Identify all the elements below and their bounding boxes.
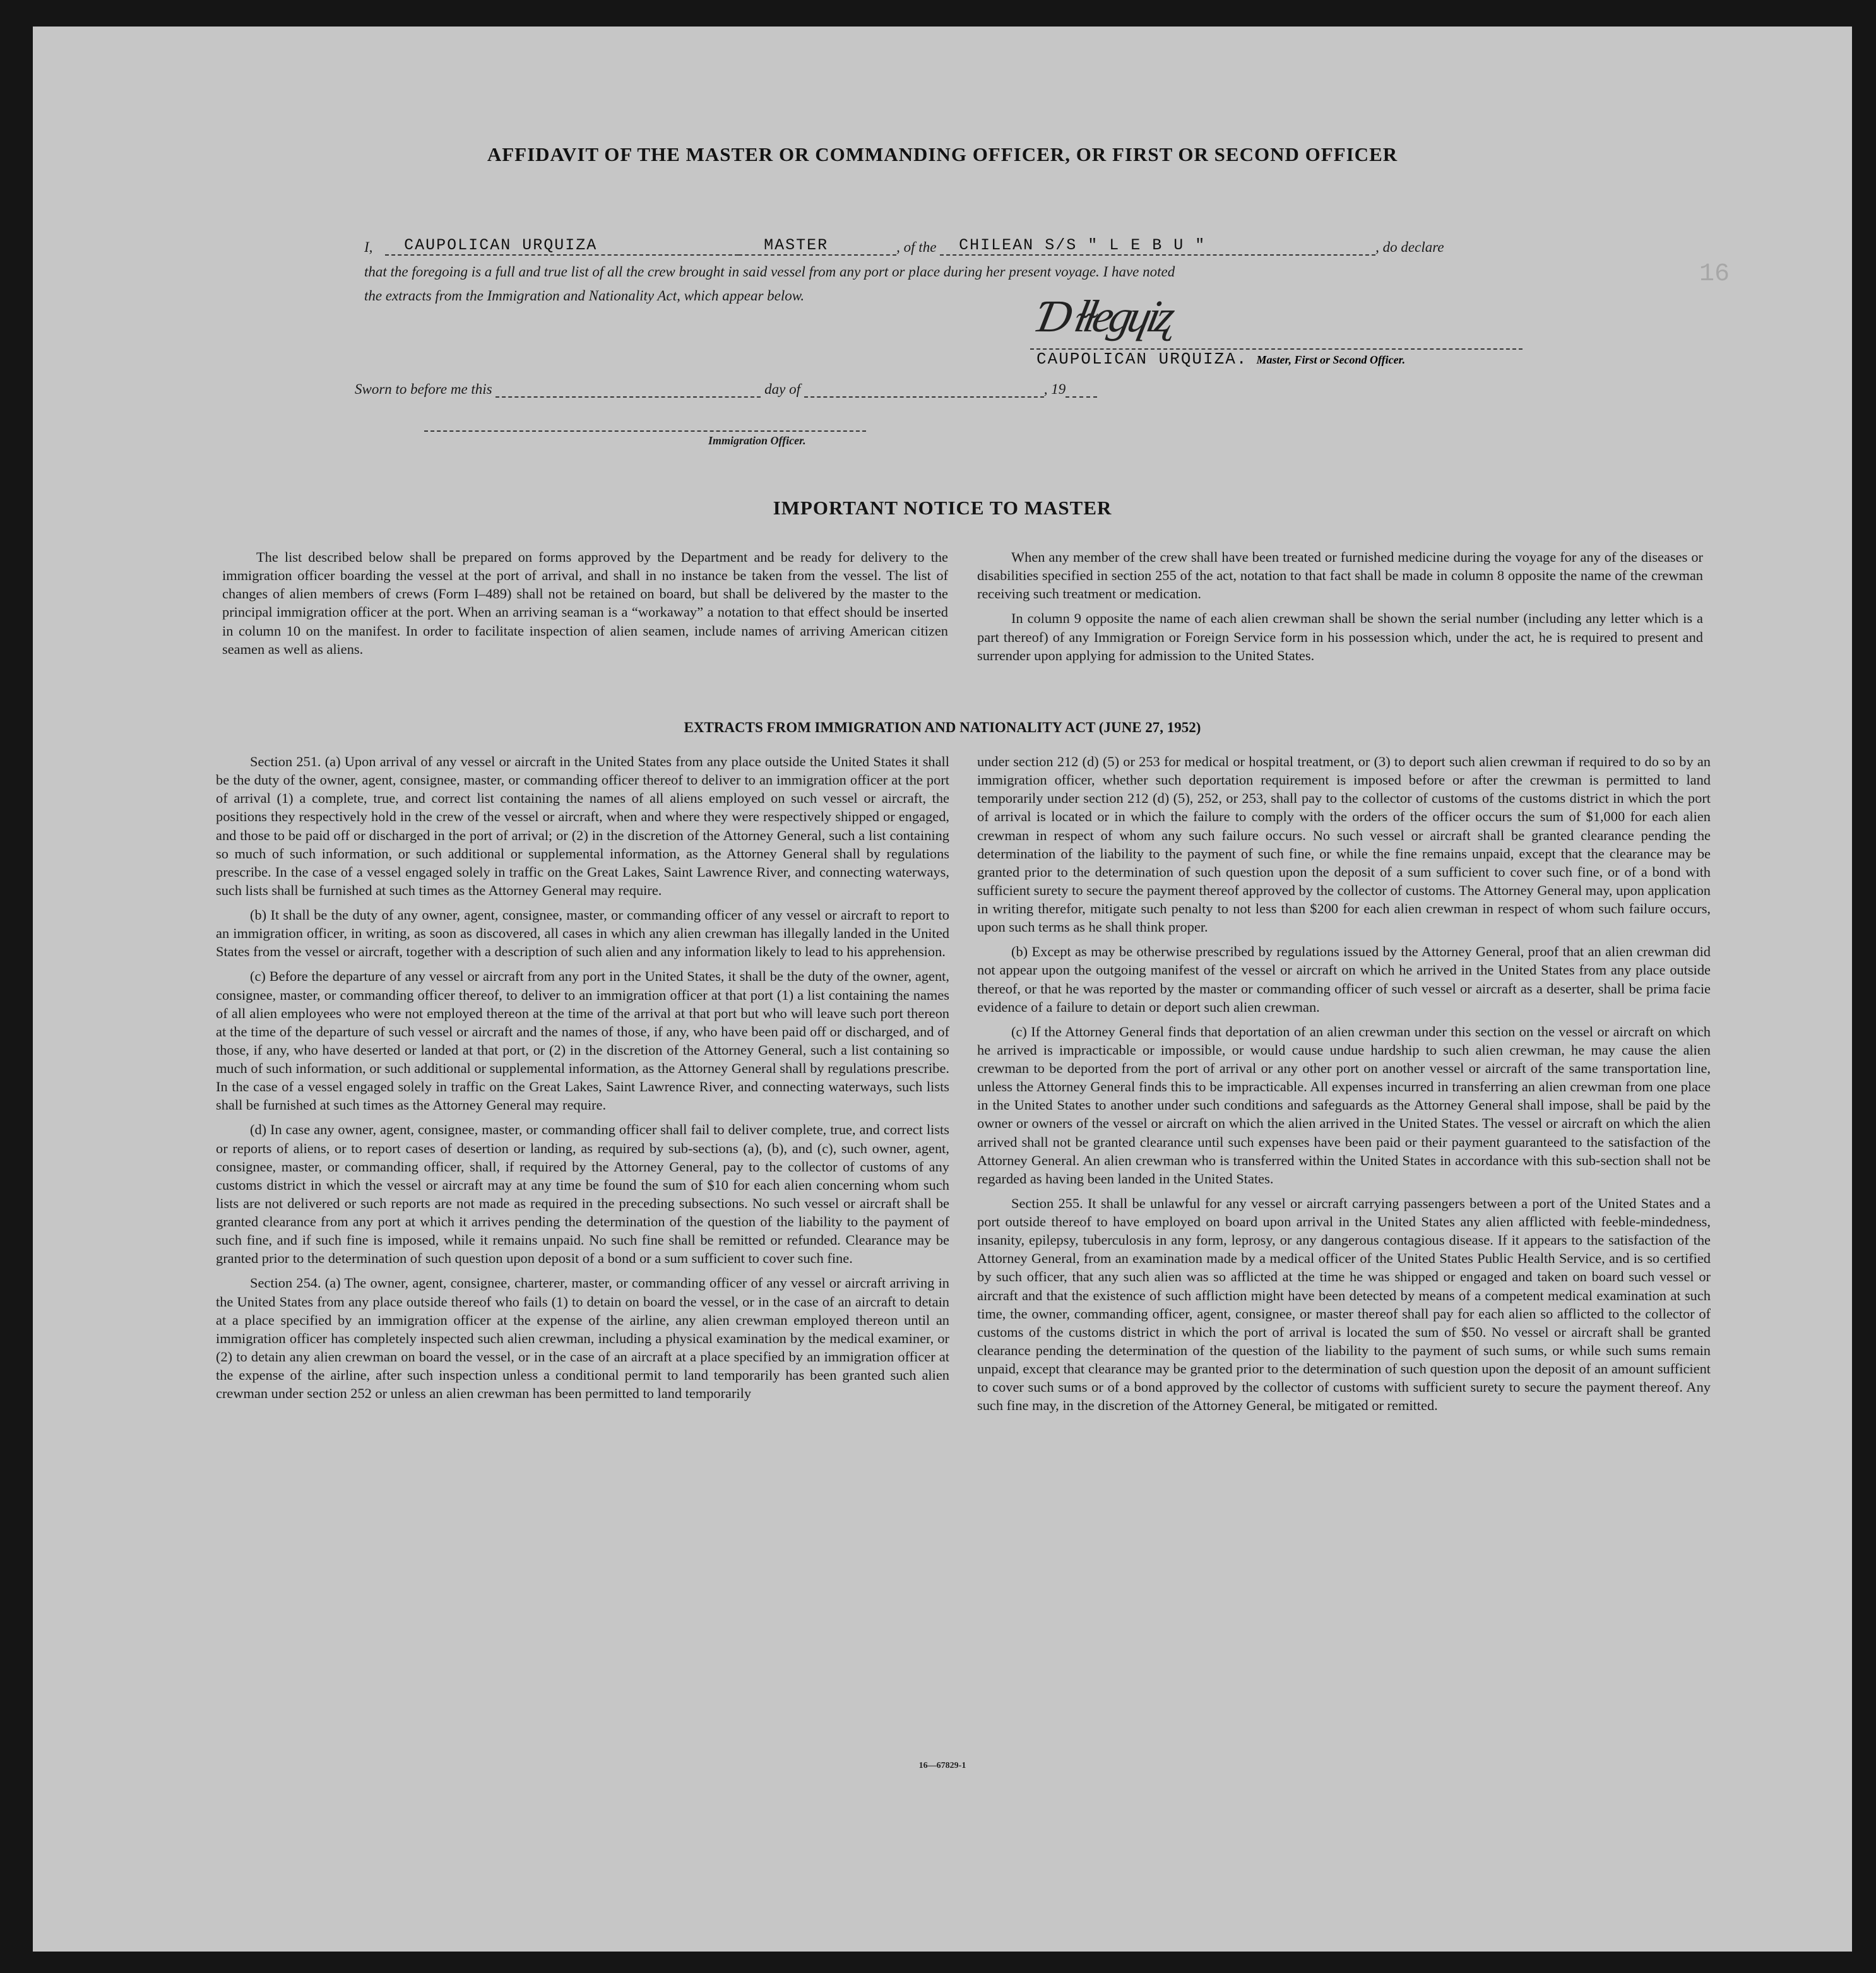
statute-paragraph: Section 255. It shall be unlawful for any vessel or aircraft carrying passengers between a port of the United States and a port outside thereof to have employed on board upon arrival in the United States any alien afflicted with feeble-mindedness, insanity, epilepsy, tuberculosis in any form, leprosy, or any dangerous contagious disease. If it appears to the satisfaction of the Attorney General, from an examination made by a medical officer of the United States Public Health Service, and is so certified by such officer, that any such alien was so afflicted at the time he was shipped or engaged and taken on board such vessel or aircraft and that the existence of such affliction might have been detected by means of a competent medical examination at such time, the owner, commanding officer, agent, consignee, or master thereof shall pay for each alien so afflicted to the collector of customs of the customs district in which the port of arrival is located the sum of $50. No vessel or aircraft shall be granted clearance pending the determination of the question of the liability to the payment of such sums, or while such sums remain unpaid, except that clearance may be granted prior to the determination of such question upon the deposit of an amount sufficient to cover such sums or of a bond approved by the collector of customs with sufficient surety to secure the payment thereof. Any such fine may, in the discretion of the Attorney General, be mitigated or remitted. [977, 1195, 1711, 1414]
bleed-through-text: 16 [1699, 260, 1730, 288]
sworn-month-field [804, 396, 1044, 398]
notice-title: IMPORTANT NOTICE TO MASTER [773, 497, 1112, 519]
master-name-field [385, 236, 739, 256]
notice-paragraph: When any member of the crew shall have been treated or furnished medicine during the voyage for any of the diseases or disabilities specified in section 255 of the act, notation to that fact shall be made in column 8 opposite the name of the crewman receiving such treatment or medication. [977, 549, 1703, 602]
signer-caption: Master, First or Second Officer. [1256, 353, 1406, 366]
sworn-line: Sworn to before me this day of , 19 [355, 381, 1554, 398]
statute-paragraph: (c) If the Attorney General finds that deportation of an alien crewman under this section on the vessel or aircraft on which he arrived is impracticable or impossible, or would cause undue hardship to such alien crewman, he may cause the alien crewman to be deported from the port of arrival or any other port on another vessel or aircraft of the same transportation line, unless the Attorney General finds this to be impracticable. All expenses incurred in transferring an alien crewman from one place in the United States to another under such conditions and safeguards as the Attorney General shall impose, shall be paid by the owner or owners of the vessel or aircraft on which the alien arrived in the United States. The vessel or aircraft on which the alien arrived shall not be granted clearance until such expenses have been paid or their payment guaranteed to the satisfaction of the Attorney General. An alien crewman who is transferred within the United States in accordance with this sub-section shall not be regarded as having been landed in the United States. [977, 1023, 1711, 1187]
extracts-right-column [977, 752, 1711, 1421]
form-number: 16—67829-1 [918, 1761, 966, 1770]
declaration-text-line2: that the foregoing is a full and true list of all the crew brought in said vessel from any port or place during her present voyage. I have noted [364, 264, 1175, 280]
extracts-title: EXTRACTS FROM IMMIGRATION AND NATIONALITY ACT (JUNE 27, 1952) [684, 720, 1201, 735]
affidavit-title: AFFIDAVIT OF THE MASTER OR COMMANDING OFFICER, OR FIRST OR SECOND OFFICER [487, 143, 1398, 165]
statute-paragraph: Section 254. (a) The owner, agent, consignee, charterer, master, or commanding officer of any vessel or aircraft arriving in the United States from any place outside thereof who fails (1) to detain on board the vessel, or in the case of an aircraft to detain at a place specified by an immigration officer at the expense of the airline, any alien crewman employed thereon until an immigration officer has completely inspected such alien crewman, including a physical examination by the medical examiner, or (2) to detain any alien crewman on board the vessel, or in the case of an aircraft at a place specified by an immigration officer at the expense of the airline, after such inspection unless a conditional permit to land temporarily has been granted such alien crewman under section 252 or unless an alien crewman has been permitted to land temporarily [216, 1275, 949, 1402]
vessel-field [940, 236, 1375, 256]
signer-name: CAUPOLICAN URQUIZA. [1036, 350, 1248, 369]
master-signature: Ɗ ɫɫegɥiʐ [1031, 291, 1176, 341]
statute-paragraph: (b) Except as may be otherwise prescribed by regulations issued by the Attorney General, proof that an alien crewman did not appear upon the outgoing manifest of the vessel or aircraft on which he arrived in the United States from any place outside thereof, or that he was reported by the master or commanding officer of such vessel or aircraft as a deserter, shall be prima facie evidence of a failure to detain or deport such alien crewman. [977, 944, 1711, 1015]
notice-paragraph: In column 9 opposite the name of each alien crewman shall be shown the serial number (including any letter which is a part thereof) of any Immigration or Foreign Service form in his possession which, under the act, he is required to present and surrender upon applying for admission to the United States. [977, 610, 1703, 663]
statute-paragraph: (d) In case any owner, agent, consignee, master, or commanding officer shall fail to deliver complete, true, and correct lists or reports of aliens, or to report cases of desertion or landing, as required by sub-sections (a), (b), and (c), such owner, agent, consignee, master, or commanding officer, shall, if required by the Attorney General, pay to the collector of customs of any customs district in which the vessel or aircraft may at any time be found the sum of $10 for each alien concerning whom such lists are not delivered or such reports are not made as required in the preceding subsections. No such vessel or aircraft shall be granted clearance from any port at which it arrives pending the determination of the question of the liability to the payment of such fine, and if such fine is imposed, while it remains unpaid. No such fine shall be remitted or refunded. Clearance may be granted prior to the determination of such question upon deposit of a bond or a sum sufficient to cover such fine. [216, 1122, 949, 1267]
notice-right-column [977, 548, 1703, 671]
document-page [33, 27, 1852, 1952]
vessel-name: CHILEAN S/S " L E B U " [959, 236, 1206, 254]
rank-field [739, 236, 896, 256]
statute-paragraph: under section 212 (d) (5) or 253 for medical or hospital treatment, or (3) to deport such alien crewman if required to do so by an immigration officer, whether such deportation requirement is imposed before or after the crewman is permitted to land temporarily under section 212 (d) (5), 252, or 253, shall pay to the collector of customs of the customs district in which the port of arrival is located or in which the failure to comply with the orders of the officer occurs the sum of $1,000 for each alien crewman in respect of whom any such failure occurs. No such vessel or aircraft shall be granted clearance pending the determination of the liability to the payment of such fine, or while the fine remains unpaid, except that the clearance may be granted prior to the determination of such question upon the deposit of a sum sufficient to cover such fine, or of a bond with sufficient surety to secure the payment thereof approved by the collector of customs. The Attorney General may, upon application in writing therefor, mitigate such penalty to not less than $200 for each alien crewman in respect of whom such failure occurs, upon such terms as he shall think proper. [977, 754, 1711, 935]
officer-signature-line [424, 430, 866, 432]
declaration-text-line3: the extracts from the Immigration and Nationality Act, which appear below. [364, 288, 805, 304]
notice-left-column [222, 548, 948, 665]
extracts-left-column [216, 752, 949, 1409]
statute-paragraph: (b) It shall be the duty of any owner, agent, consignee, master, or commanding officer of any vessel or aircraft to report to an immigration officer, in writing, as soon as discovered, all cases in which any alien crewman has illegally landed in the United States from the vessel or aircraft, together with a description of such alien and any information likely to lead to his apprehension. [216, 907, 949, 960]
statute-paragraph: Section 251. (a) Upon arrival of any vessel or aircraft in the United States from any place outside the United States it shall be the duty of the owner, agent, consignee, master, or commanding officer thereof to deliver to an immigration officer at the port of arrival (1) a complete, true, and correct list containing the names of all aliens employed on such vessel or aircraft, the positions they respectively hold in the crew of the vessel or aircraft, when and where they were respectively shipped or engaged, and those to be paid off or discharged in the port of arrival; or (2) in the discretion of the Attorney General, such a list containing so much of such information, or such additional or supplemental information, as the Attorney General shall by regulations prescribe. In the case of a vessel engaged solely in traffic on the Great Lakes, Saint Lawrence River, and connecting waterways, such lists shall be furnished at such times as the Attorney General may require. [216, 754, 949, 898]
notice-paragraph: The list described below shall be prepared on forms approved by the Department and be ready for delivery to the immigration officer boarding the vessel at the port of arrival, and shall in no instance be taken from the vessel. The list of changes of alien members of crews (Form I–489) shall not be retained on board, but shall be delivered by the master to the principal immigration officer at the port. When an arriving seaman is a “workaway” a notation to that effect should be inserted in column 10 on the manifest. In order to facilitate inspection of alien seamen, include names of arriving American citizen seamen as well as aliens. [222, 549, 948, 657]
rank: MASTER [764, 236, 829, 254]
signer-block [1036, 350, 1405, 369]
sworn-day-field [496, 396, 761, 398]
declaration-line: I, CAUPOLICAN URQUIZA MASTER , of the CHILEAN S/S " L E B U " , do declare [364, 236, 1444, 255]
sworn-year-field [1066, 396, 1097, 398]
officer-caption: Immigration Officer. [708, 434, 806, 447]
statute-paragraph: (c) Before the departure of any vessel or aircraft from any port in the United States, it shall be the duty of the owner, agent, consignee, master, or commanding officer thereof, to deliver to an immigration officer at that port (1) a list containing the names of all alien employees who were not employed thereon at the time of the arrival at that port but who will leave such port thereon at the time of the departure of such vessel or aircraft and the names of those, if any, who have been paid off or discharged, and of those, if any, who have deserted or landed at that port, or (2) in the discretion of the Attorney General, such a list containing so much of such information, or such additional or supplemental information, as the Attorney General shall by regulations prescribe. In the case of a vessel engaged solely in traffic on the Great Lakes, Saint Lawrence River, and connecting waterways, such lists shall be furnished at such times as the Attorney General may require. [216, 968, 949, 1113]
master-name: CAUPOLICAN URQUIZA [404, 236, 598, 254]
